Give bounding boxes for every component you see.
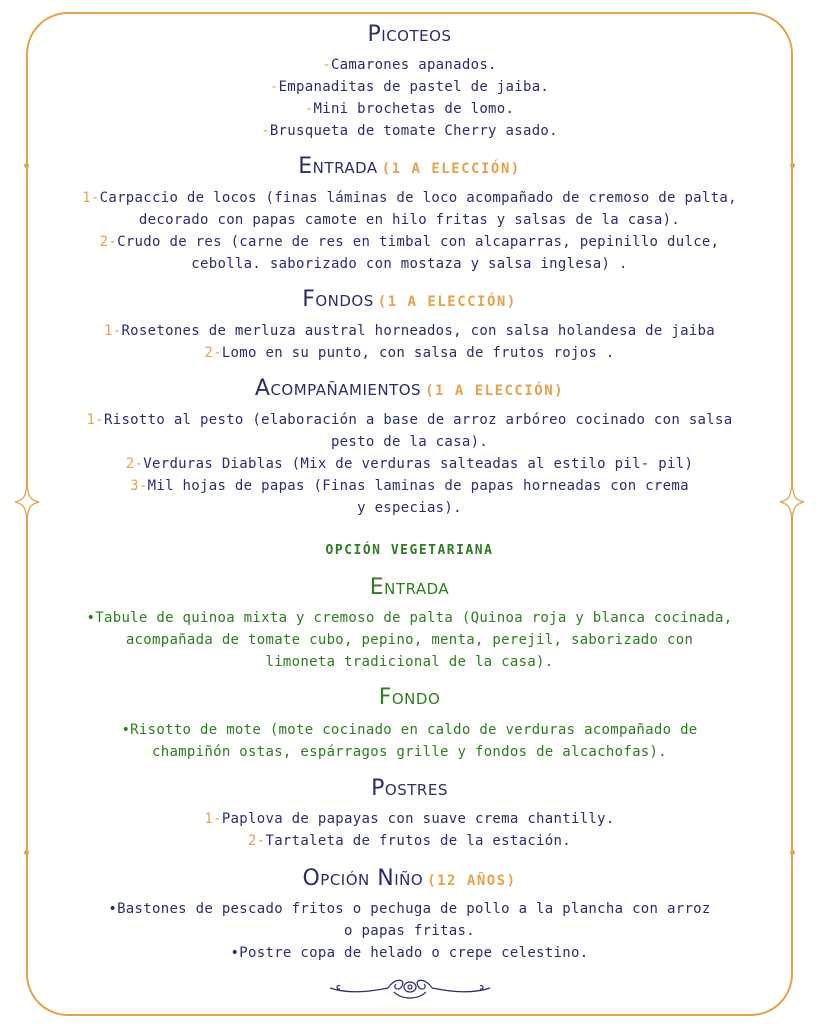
item-text: Empanaditas de pastel de jaiba.: [278, 79, 550, 95]
ninos-title-text: Opción Niño: [302, 866, 424, 891]
item-marker: 2-: [248, 833, 266, 849]
list-item: [0, 187, 819, 209]
item-text: Crudo de res (carne de res en timbal con alcaparras, pepinillo dulce,: [117, 234, 720, 250]
item-text: Lomo en su punto, con salsa de frutos rojos .: [221, 345, 615, 361]
list-item: [0, 431, 819, 453]
entrada-choice-note: (1 A ELECCIÓN): [381, 161, 521, 177]
list-item: [0, 120, 819, 142]
list-item: [0, 651, 819, 673]
list-item: [0, 741, 819, 763]
flourish-ornament-icon: [328, 972, 492, 1002]
vegetarian-option-label: OPCIÓN VEGETARIANA: [325, 543, 494, 558]
item-marker: 1-: [86, 412, 104, 428]
entrada-title-text: Entrada: [298, 154, 378, 179]
item-text: pesto de la casa).: [330, 434, 489, 450]
item-marker: -: [304, 101, 314, 117]
item-text: cebolla. saborizado con mostaza y salsa inglesa) .: [191, 256, 628, 272]
list-item: [0, 98, 819, 120]
item-marker: 1-: [82, 190, 100, 206]
item-text: Risotto de mote (mote cocinado en caldo de verduras acompañado de: [130, 722, 698, 738]
list-item: [0, 76, 819, 98]
list-item: [0, 920, 819, 942]
item-marker: 2-: [99, 234, 118, 250]
list-item: [0, 409, 819, 431]
item-text: acompañada de tomate cubo, pepino, menta, perejil, saborizado con: [125, 632, 694, 648]
list-item: [0, 320, 819, 342]
item-text: Carpaccio de locos (finas láminas de loco acompañado de cremoso de palta,: [99, 190, 737, 206]
item-text: y especias).: [357, 500, 462, 516]
section-title-veg-entrada: [0, 575, 819, 601]
item-text: Mil hojas de papas (Finas laminas de papas horneadas con crema: [147, 478, 689, 494]
item-marker: •: [121, 722, 131, 738]
item-marker: 1-: [204, 811, 222, 827]
item-text: champiñón ostas, espárragos grille y fondos de alcachofas).: [152, 744, 667, 760]
section-title-veg-fondo: [0, 685, 819, 711]
item-marker: -: [322, 57, 331, 73]
list-item: [0, 54, 819, 76]
list-item: [0, 253, 819, 275]
section-title-fondos: [0, 287, 819, 315]
list-item: [0, 497, 819, 519]
list-item: [0, 808, 819, 830]
item-text: Verduras Diablas (Mix de verduras salteadas al estilo pil- pil): [143, 456, 694, 472]
item-text: limoneta tradicional de la casa).: [265, 654, 554, 670]
section-title-postres: [0, 776, 819, 802]
veg-entrada-title-text: Entrada: [369, 575, 450, 600]
section-title-acompanamientos: [0, 376, 819, 404]
item-text: Risotto al pesto (elaboración a base de arroz arbóreo cocinado con salsa: [104, 412, 733, 428]
item-text: Paplova de papayas con suave crema chantilly.: [221, 811, 615, 827]
item-marker: •: [86, 610, 96, 626]
acompanamientos-choice-note: (1 A ELECCIÓN): [425, 383, 565, 399]
list-item: [0, 209, 819, 231]
ninos-age-note: (12 AÑOS): [427, 873, 517, 889]
item-text: Tabule de quinoa mixta y cremoso de palta (Quinoa roja y blanca cocinada,: [95, 610, 733, 626]
item-text: Bastones de pescado fritos o pechuga de pollo a la plancha con arroz: [117, 901, 711, 917]
list-item: [0, 607, 819, 629]
postres-title-text: Postres: [371, 776, 448, 801]
item-text: Camarones apanados.: [330, 57, 497, 73]
item-marker: 1-: [103, 323, 122, 339]
list-item: [0, 830, 819, 852]
item-marker: 3-: [130, 478, 148, 494]
fondos-choice-note: (1 A ELECCIÓN): [377, 294, 517, 310]
list-item: [0, 719, 819, 741]
acompanamientos-title-text: Acompañamientos: [254, 376, 422, 401]
item-marker: -: [261, 123, 270, 139]
item-marker: -: [269, 79, 279, 95]
list-item: [0, 342, 819, 364]
list-item: [0, 475, 819, 497]
item-text: Rosetones de merluza austral horneados, con salsa holandesa de jaiba: [121, 323, 716, 339]
item-text: Tartaleta de frutos de la estación.: [265, 833, 571, 849]
section-title-entrada: [0, 154, 819, 182]
item-marker: 2-: [204, 345, 222, 361]
section-title-ninos: [0, 866, 819, 894]
fondos-title-text: Fondos: [302, 287, 374, 312]
list-item: [0, 629, 819, 651]
list-item: [0, 453, 819, 475]
veg-fondo-title-text: Fondo: [378, 685, 441, 710]
list-item: [0, 898, 819, 920]
item-marker: 2-: [125, 456, 144, 472]
list-item: [0, 942, 819, 964]
item-marker: •: [230, 945, 240, 961]
item-text: decorado con papas camote en hilo fritas y salsas de la casa).: [138, 212, 681, 228]
list-item: [0, 231, 819, 253]
item-text: Postre copa de helado o crepe celestino.: [239, 945, 589, 961]
item-marker: •: [108, 901, 118, 917]
item-text: o papas fritas.: [344, 923, 475, 939]
item-text: Brusqueta de tomate Cherry asado.: [269, 123, 558, 139]
picoteos-title-text: Picoteos: [367, 22, 452, 47]
item-text: Mini brochetas de lomo.: [313, 101, 515, 117]
section-title-picoteos: [0, 22, 819, 48]
